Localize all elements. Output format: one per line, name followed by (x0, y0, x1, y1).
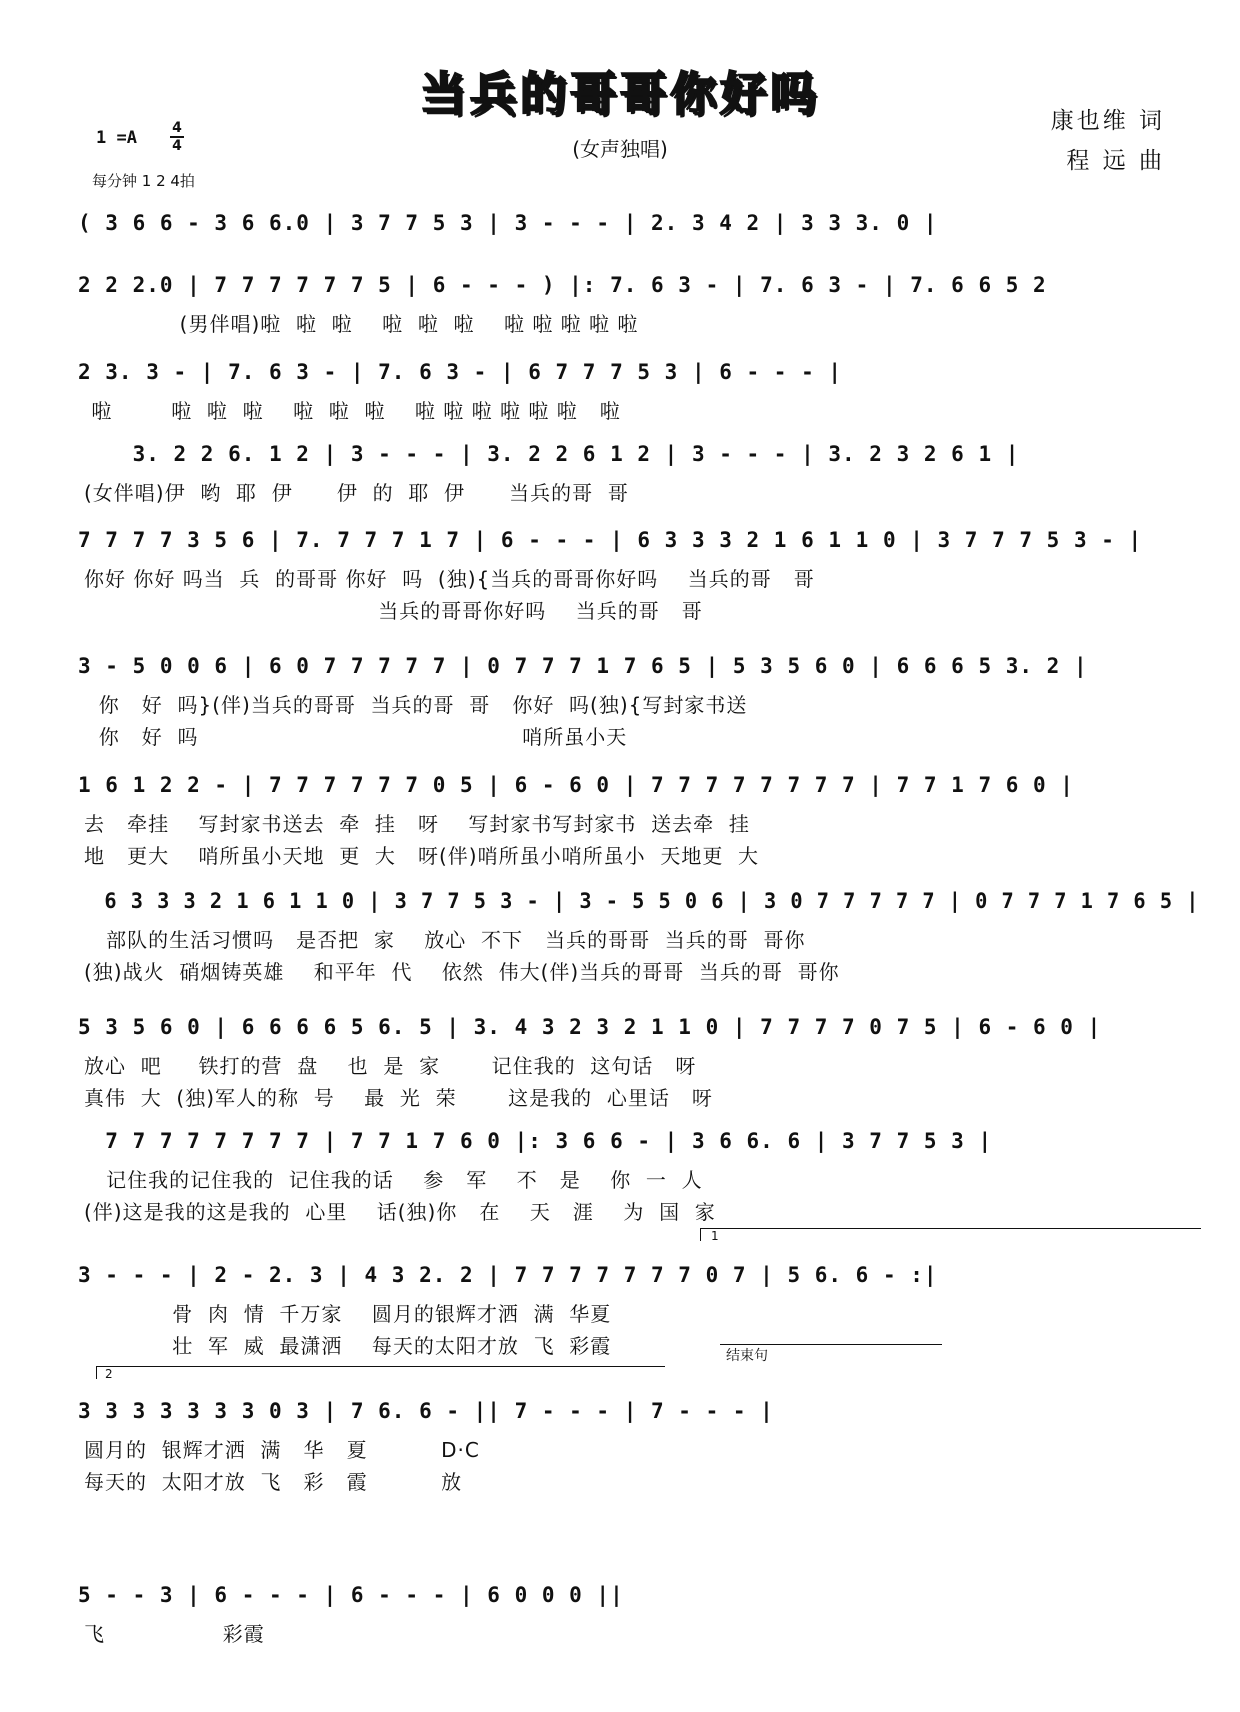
notation-line: 1 6 1 2 2 - | 7 7 7 7 7 7 0 5 | 6 - 6 0 | 7 7 7 7 7 7 7 7 | 7 7 1 7 6 0 | (78, 773, 1074, 797)
lyric-line-2: 当兵的哥哥你好吗 当兵的哥 哥 (84, 599, 703, 623)
key-signature: 1 =A (96, 128, 137, 148)
notation-line: 2 2 2.0 | 7 7 7 7 7 7 5 | 6 - - - ) |: 7. 6 3 - | 7. 6 3 - | 7. 6 6 5 2 (78, 273, 1047, 297)
notation-line: 3. 2 2 6. 1 2 | 3 - - - | 3. 2 2 6 1 2 | 3 - - - | 3. 2 3 2 6 1 | (78, 442, 1020, 466)
lyric-line-1: (男伴唱)啦 啦 啦 啦 啦 啦 啦 啦 啦 啦 啦 (84, 312, 639, 336)
lyric-line-2: (伴)这是我的这是我的 心里 话(独)你 在 天 涯 为 国 家 (84, 1200, 716, 1224)
lyric-line-1: 部队的生活习惯吗 是否把 家 放心 不下 当兵的哥哥 当兵的哥 哥你 (84, 928, 806, 952)
lyric-line-2: 每天的 太阳才放 飞 彩 霞 放 (84, 1470, 463, 1494)
lyricist-credit: 康也维 词 (1050, 108, 1165, 134)
notation-line: 2 3. 3 - | 7. 6 3 - | 7. 6 3 - | 6 7 7 7 5 3 | 6 - - - | (78, 360, 843, 384)
lyric-line-2: 你 好 吗 哨所虽小天 (84, 725, 628, 749)
notation-line: 3 - - - | 2 - 2. 3 | 4 3 2. 2 | 7 7 7 7 7 7 7 0 7 | 5 6. 6 - :| (78, 1263, 938, 1287)
lyric-line-2: (独)战火 硝烟铸英雄 和平年 代 依然 伟大(伴)当兵的哥哥 当兵的哥 哥你 (84, 960, 840, 984)
time-signature-bottom: 4 (172, 138, 182, 154)
notation-line: 6 3 3 3 2 1 6 1 1 0 | 3 7 7 5 3 - | 3 - 5 5 0 6 | 3 0 7 7 7 7 7 | 0 7 7 7 1 7 6 5 | (78, 889, 1200, 913)
lyric-line-1: 记住我的记住我的 记住我的话 参 军 不 是 你 一 人 (84, 1168, 703, 1192)
notation-line: 5 - - 3 | 6 - - - | 6 - - - | 6 0 0 0 || (78, 1583, 624, 1607)
composer-credit: 程 远 曲 (1066, 148, 1165, 174)
notation-line: ( 3 6 6 - 3 6 6.0 | 3 7 7 5 3 | 3 - - - | 2. 3 4 2 | 3 3 3. 0 | (78, 211, 938, 235)
lyric-line-2: 地 更大 哨所虽小天地 更 大 呀(伴)哨所虽小哨所虽小 天地更 大 (84, 844, 760, 868)
time-signature-top: 4 (172, 120, 182, 136)
lyric-line-1: 你好 你好 吗当 兵 的哥哥 你好 吗 (独){当兵的哥哥你好吗 当兵的哥 哥 (84, 567, 815, 591)
lyric-line-1: 去 牵挂 写封家书送去 牵 挂 呀 写封家书写封家书 送去牵 挂 (84, 812, 750, 836)
notation-line: 3 - 5 0 0 6 | 6 0 7 7 7 7 7 | 0 7 7 7 1 7 6 5 | 5 3 5 6 0 | 6 6 6 5 3. 2 | (78, 654, 1088, 678)
lyric-line-2: 真伟 大 (独)军人的称 号 最 光 荣 这是我的 心里话 呀 (84, 1086, 713, 1110)
coda-label: 结束句 (720, 1344, 942, 1365)
page-title: 当兵的哥哥你好吗 (420, 67, 820, 121)
subtitle: (女声独唱) (572, 137, 668, 161)
lyric-line-2: 壮 军 威 最潇洒 每天的太阳才放 飞 彩霞 (84, 1334, 612, 1358)
lyric-line-1: 啦 啦 啦 啦 啦 啦 啦 啦 啦 啦 啦 啦 啦 啦 (84, 399, 621, 423)
lyric-line-1: 飞 彩霞 (84, 1622, 265, 1646)
notation-line: 7 7 7 7 3 5 6 | 7. 7 7 7 1 7 | 6 - - - | 6 3 3 3 2 1 6 1 1 0 | 3 7 7 7 5 3 - | (78, 528, 1143, 552)
lyric-line-1: 骨 肉 情 千万家 圆月的银辉才洒 满 华夏 (84, 1302, 612, 1326)
notation-line: 3 3 3 3 3 3 3 0 3 | 7 6. 6 - || 7 - - - | 7 - - - | (78, 1399, 774, 1423)
lyric-line-1: (女伴唱)伊 哟 耶 伊 伊 的 耶 伊 当兵的哥 哥 (84, 481, 629, 505)
lyric-line-1: 圆月的 银辉才洒 满 华 夏 D·C (84, 1438, 480, 1462)
lyric-line-1: 放心 吧 铁打的营 盘 也 是 家 记住我的 这句话 呀 (84, 1054, 697, 1078)
tempo-marking: 每分钟 1 2 4拍 (92, 172, 195, 190)
lyric-line-1: 你 好 吗}(伴)当兵的哥哥 当兵的哥 哥 你好 吗(独){写封家书送 (84, 693, 748, 717)
notation-line: 7 7 7 7 7 7 7 7 | 7 7 1 7 6 0 |: 3 6 6 - | 3 6 6. 6 | 3 7 7 5 3 | (78, 1129, 993, 1153)
volta-2-label: 2 (96, 1366, 665, 1379)
notation-line: 5 3 5 6 0 | 6 6 6 6 5 6. 5 | 3. 4 3 2 3 2 1 1 0 | 7 7 7 7 0 7 5 | 6 - 6 0 | (78, 1015, 1102, 1039)
volta-1-label: 1 (700, 1228, 1201, 1241)
